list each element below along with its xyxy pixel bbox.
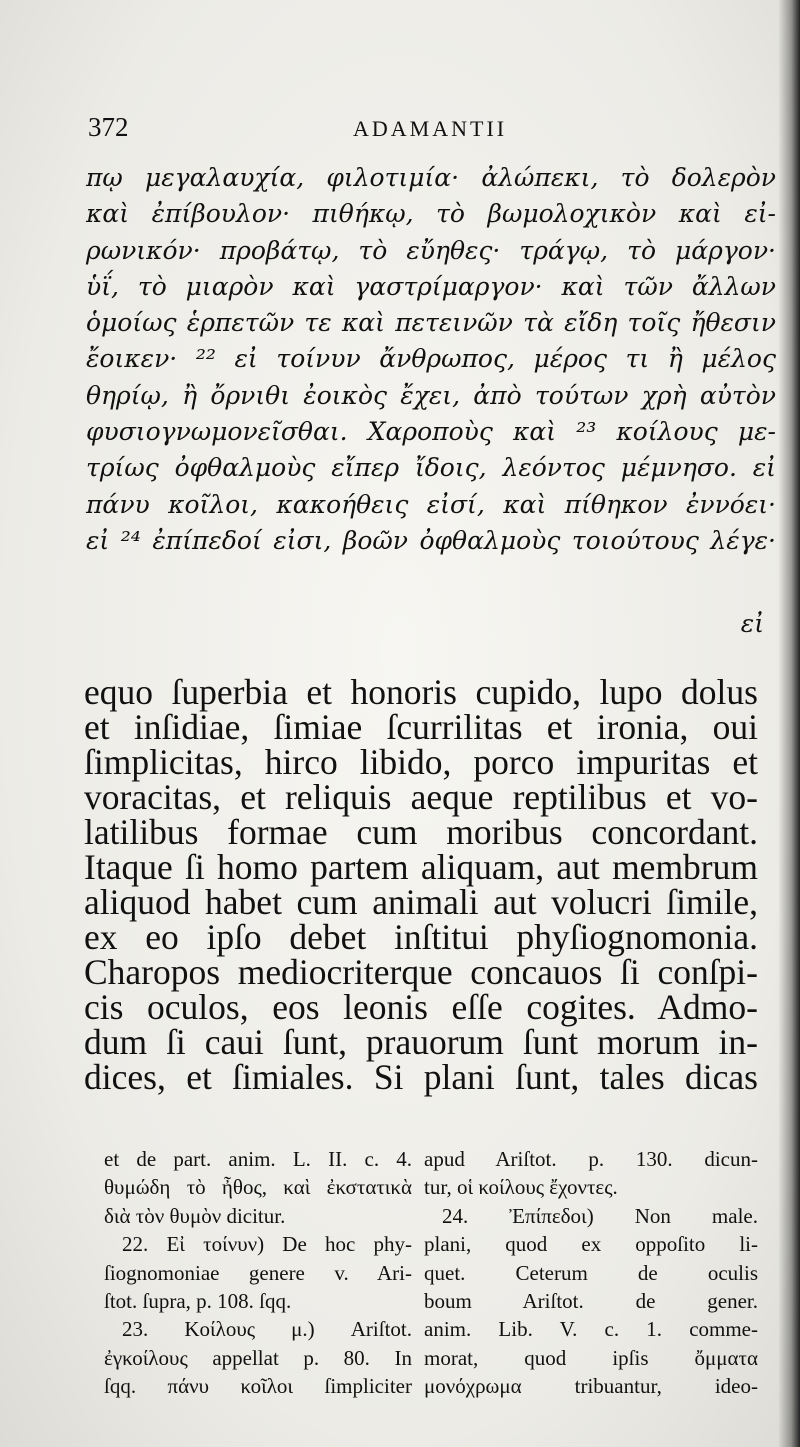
greek-line: πῳ μεγαλαυχία, φιλοτιμία· ἀλώπεκι, τὸ δολερὸν [86,163,776,192]
greek-line: ὑΐ, τὸ μιαρὸν καὶ γαστρίμαργον· καὶ τῶν ἄλλων [86,271,776,301]
latin-line: et inſidiae, ſimiae ſcurrilitas et ironia, oui [84,707,758,747]
footnote-line: boum Ariſtot. de gener. [424,1288,758,1313]
book-spine-shadow [778,0,800,1447]
latin-line: Itaque ſi homo partem aliquam, aut membrum [84,847,758,887]
footnote-line: διὰ τὸν θυμὸν dicitur. [104,1203,286,1228]
footnote-line: anim. Lib. V. c. 1. comme- [424,1317,758,1342]
footnote-line: ſqq. πάνυ κοῖλοι ſimpliciter [104,1374,412,1399]
latin-line: dices, et ſimiales. Si plani ſunt, tales dicas [84,1057,758,1097]
footnotes-right-column [424,1145,758,1401]
footnote-line: plani, quod ex oppoſito li- [424,1232,758,1257]
footnote-line: apud Ariſtot. p. 130. dicun- [424,1147,758,1171]
latin-line: aliquod habet cum animali aut volucri ſimile, [84,882,758,922]
catchword: εἰ [740,609,764,638]
greek-line: ἔοικεν· ²² εἰ τοίνυν ἄνθρωπος, μέρος τι ἢ μέλος [86,344,776,374]
footnote-line: μονόχρωμα tribuantur, ideo- [424,1374,758,1399]
footnote-line: ſiognomoniae genere v. Ari- [104,1260,412,1285]
footnote-line: tur, οἱ κοίλους ἔχοντες. [424,1175,618,1200]
footnote-line: ſtot. ſupra, p. 108. ſqq. [104,1288,292,1313]
greek-line: πάνυ κοῖλοι, κακοήθεις εἰσί, καὶ πίθηκον ἐννόει· [86,489,776,519]
footnotes-left-column [104,1145,412,1401]
greek-line: εἰ ²⁴ ἐπίπεδοί εἰσι, βοῶν ὀφθαλμοὺς τοιούτους λέγε· [86,525,776,555]
page-header [88,112,768,146]
footnote-line: ἐγκοίλους appellat p. 80. In [104,1345,412,1370]
latin-line: ſimplicitas, hirco libido, porco impuritas et [84,742,758,782]
footnote-line: morat, quod ipſis ὄμματα [424,1345,758,1370]
page-number: 372 [88,112,129,142]
greek-line: φυσιογνωμονεῖσθαι. Χαροποὺς καὶ ²³ κοίλους με- [86,417,776,447]
latin-line: dum ſi caui ſunt, prauorum ſunt morum in- [84,1022,758,1062]
latin-text-block [84,672,758,1097]
footnote-line: 22. Εἰ τοίνυν) De hoc phy- [122,1232,412,1257]
latin-line: latilibus formae cum moribus concordant. [84,812,758,852]
running-head: ADAMANTII [353,116,508,141]
greek-line: καὶ ἐπίβουλον· πιθήκῳ, τὸ βωμολοχικὸν καὶ εἰ- [86,199,776,229]
footnote-line: θυμώδη τὸ ἦθος, καὶ ἐκστατικὰ [104,1175,412,1200]
footnote-line: quet. Ceterum de oculis [424,1260,758,1285]
latin-line: equo ſuperbia et honoris cupido, lupo dolus [84,672,758,712]
latin-line: ex eo ipſo debet inſtitui phyſiognomonia. [84,917,758,957]
latin-line: cis oculos, eos leonis eſſe cogites. Admo- [84,987,758,1027]
greek-line: ρωνικόν· προβάτῳ, τὸ εὔηθες· τράγῳ, τὸ μάργον· [86,235,776,265]
latin-line: voracitas, et reliquis aeque reptilibus et vo- [84,777,758,817]
footnote-line: et de part. anim. L. II. c. 4. [104,1147,412,1171]
greek-line: τρίως ὀφθαλμοὺς εἴπερ ἴδοις, λεόντος μέμνησο. εἰ [86,453,776,483]
latin-line: Charopos mediocriterque concauos ſi conſpi- [84,952,758,992]
greek-line: θηρίῳ, ἢ ὄρνιθι ἐοικὸς ἔχει, ἀπὸ τούτων χρὴ αὐτὸν [86,380,776,410]
greek-text-block [86,160,776,559]
footnote-line: 24. Ἐπίπεδοι) Non male. [442,1203,758,1228]
greek-line: ὁμοίως ἑρπετῶν τε καὶ πετεινῶν τὰ εἴδη τοῖς ἤθεσιν [86,308,776,338]
footnote-line: 23. Κοίλους μ.) Ariſtot. [122,1317,412,1342]
